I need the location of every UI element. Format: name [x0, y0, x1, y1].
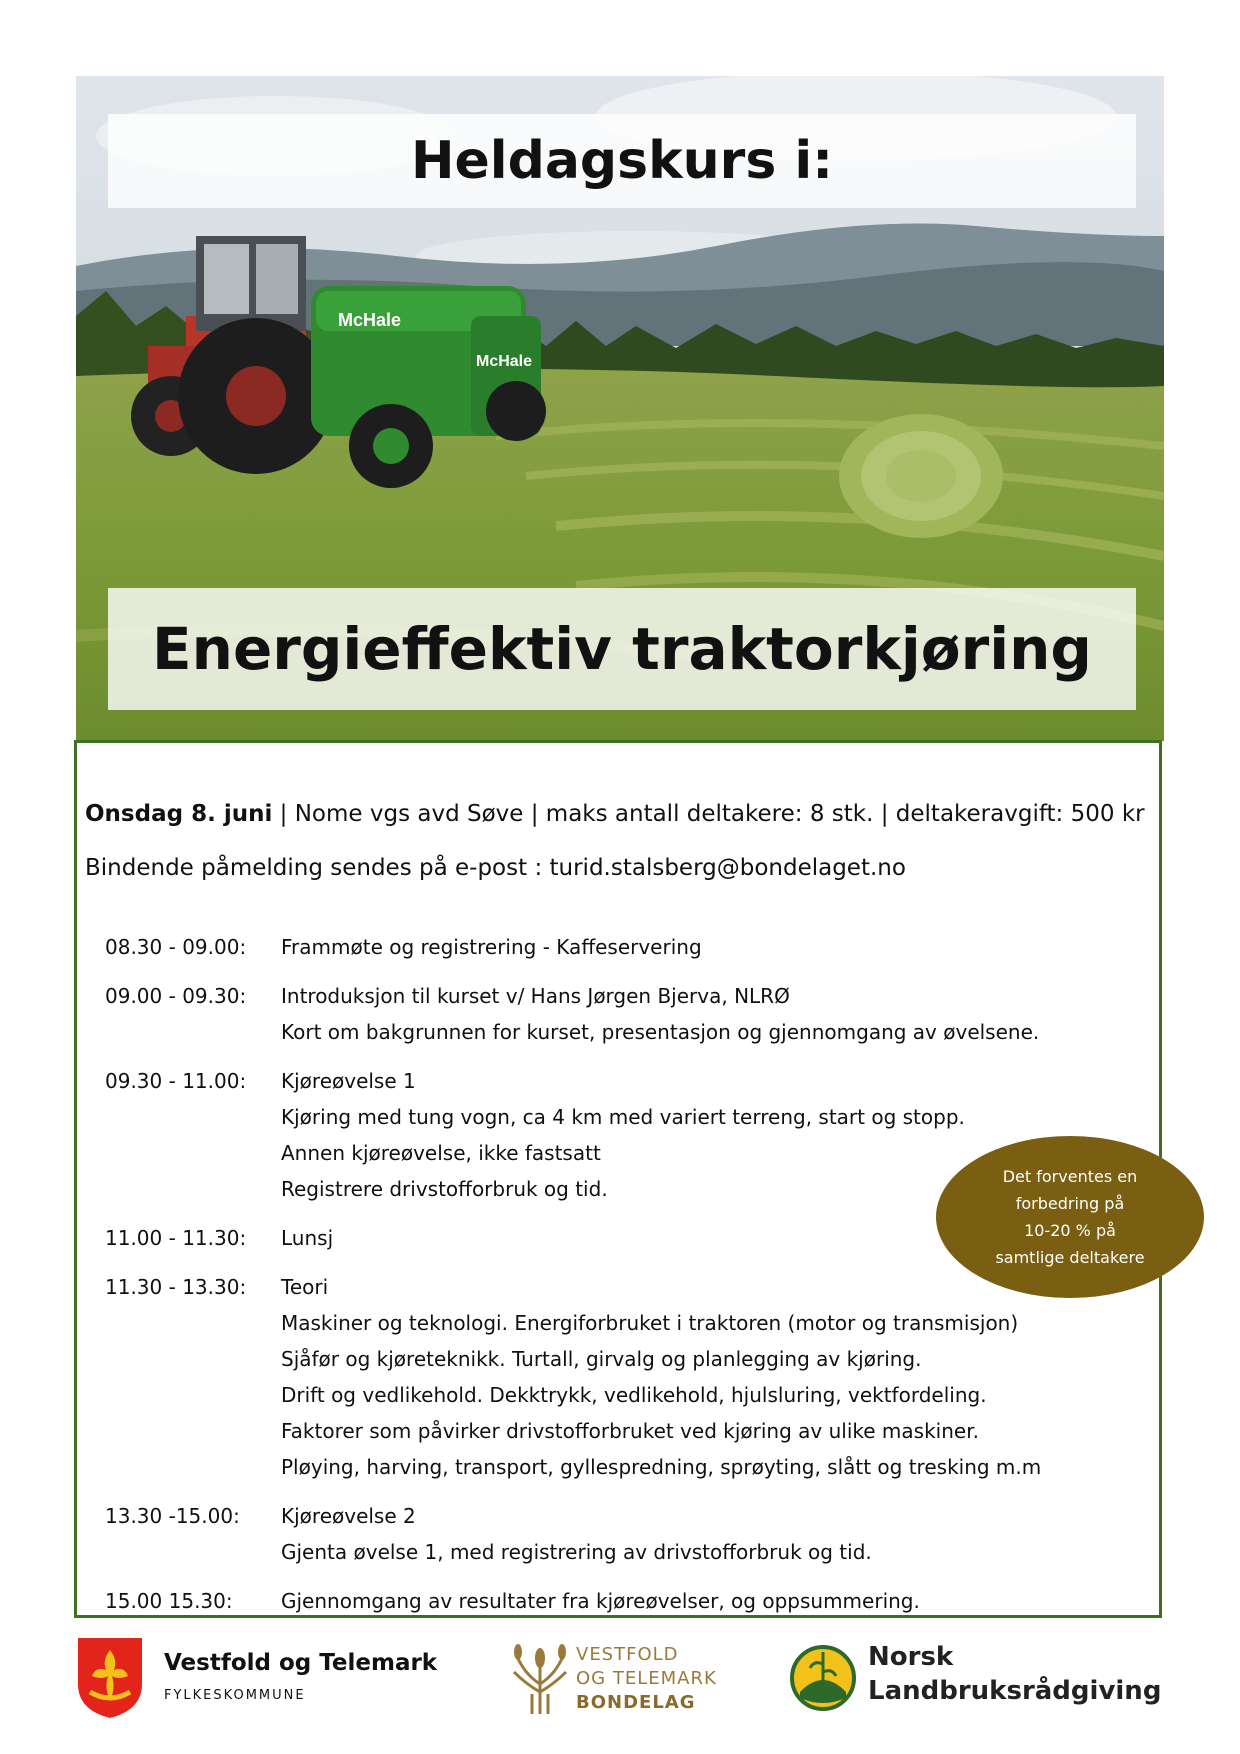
nlr-line-2: Landbruksrådgiving: [868, 1676, 1162, 1706]
slot-time: 08.30 - 09.00:: [105, 935, 247, 959]
hero-photo: [76, 76, 1164, 741]
slot-description: [281, 1269, 1145, 1485]
slot-time: 11.00 - 11.30:: [105, 1226, 247, 1250]
slot-time: 11.30 - 13.30:: [105, 1275, 247, 1299]
registration-line: Bindende påmelding sendes på e-post : turid.stalsberg@bondelaget.no: [85, 855, 906, 881]
vestfold-telemark-sub: FYLKESKOMMUNE: [164, 1688, 306, 1703]
bondelag-logo: [510, 1642, 730, 1720]
slot-description: [281, 1583, 1145, 1619]
coat-of-arms-icon: [76, 1636, 144, 1720]
slot-description: [281, 978, 1145, 1050]
baler-brand-side: McHale: [338, 310, 402, 330]
bondelag-line-1: VESTFOLD: [576, 1644, 679, 1665]
nlr-line-1: Norsk: [868, 1642, 954, 1672]
schedule-slot: [105, 929, 1145, 965]
slot-detail-line: Kjøring med tung vogn, ca 4 km med variert terreng, start og stopp.: [281, 1105, 965, 1129]
course-name-title: Energieffektiv traktorkjøring: [108, 588, 1136, 710]
vestfold-telemark-logo: [76, 1636, 438, 1720]
slot-detail-line: Registrere drivstofforbruk og tid.: [281, 1177, 608, 1201]
slot-detail-line: Annen kjøreøvelse, ikke fastsatt: [281, 1141, 601, 1165]
slot-heading: Gjennomgang av resultater fra kjøreøvelser, og oppsummering.: [281, 1589, 920, 1613]
vestfold-telemark-name: Vestfold og Telemark: [164, 1650, 438, 1676]
schedule-slot: [105, 1498, 1145, 1570]
slot-heading: Kjøreøvelse 1: [281, 1069, 416, 1093]
event-details: | Nome vgs avd Søve | maks antall deltakere: 8 stk. | deltakeravgift: 500 kr: [272, 801, 1145, 827]
schedule-slot: [105, 1269, 1145, 1485]
wheat-sheaf-icon: [510, 1644, 570, 1718]
slot-detail-line: Sjåfør og kjøreteknikk. Turtall, girvalg og planlegging av kjøring.: [281, 1347, 922, 1371]
slot-heading: Frammøte og registrering - Kaffeservering: [281, 935, 702, 959]
bondelag-line-3: BONDELAG: [576, 1692, 696, 1713]
nlr-emblem-icon: [790, 1642, 856, 1714]
slot-heading: Kjøreøvelse 2: [281, 1504, 416, 1528]
callout-text: Det forventes en forbedring på 10-20 % på samtlige deltakere: [995, 1167, 1145, 1267]
bondelag-line-2: OG TELEMARK: [576, 1668, 717, 1689]
event-details-line: [85, 801, 1145, 827]
slot-time: 09.00 - 09.30:: [105, 984, 247, 1008]
slot-description: [281, 1498, 1145, 1570]
slot-detail-line: Maskiner og teknologi. Energiforbruket i traktoren (motor og transmisjon): [281, 1311, 1019, 1335]
baler-brand-rear: McHale: [476, 353, 533, 370]
slot-detail-line: Kort om bakgrunnen for kurset, presentasjon og gjennomgang av øvelsene.: [281, 1020, 1040, 1044]
course-type-title: Heldagskurs i:: [108, 114, 1136, 208]
expectation-callout: [936, 1136, 1204, 1298]
nlr-logo: [790, 1636, 1170, 1720]
schedule-slot: [105, 978, 1145, 1050]
slot-description: [281, 929, 1145, 965]
slot-heading: Introduksjon til kurset v/ Hans Jørgen Bjerva, NLRØ: [281, 984, 790, 1008]
event-date: Onsdag 8. juni: [85, 801, 273, 827]
slot-time: 15.00 15.30:: [105, 1589, 233, 1613]
slot-detail-line: Gjenta øvelse 1, med registrering av drivstofforbruk og tid.: [281, 1540, 872, 1564]
slot-detail-line: Drift og vedlikehold. Dekktrykk, vedlikehold, hjulsluring, vektfordeling.: [281, 1383, 987, 1407]
slot-time: 13.30 -15.00:: [105, 1504, 240, 1528]
slot-detail-line: Faktorer som påvirker drivstofforbruket ved kjøring av ulike maskiner.: [281, 1419, 979, 1443]
slot-heading: Teori: [281, 1275, 329, 1299]
slot-heading: Lunsj: [281, 1226, 334, 1250]
slot-detail-line: Pløying, harving, transport, gyllespredning, sprøyting, slått og tresking m.m: [281, 1455, 1042, 1479]
schedule-slot: [105, 1583, 1145, 1619]
slot-time: 09.30 - 11.00:: [105, 1069, 247, 1093]
